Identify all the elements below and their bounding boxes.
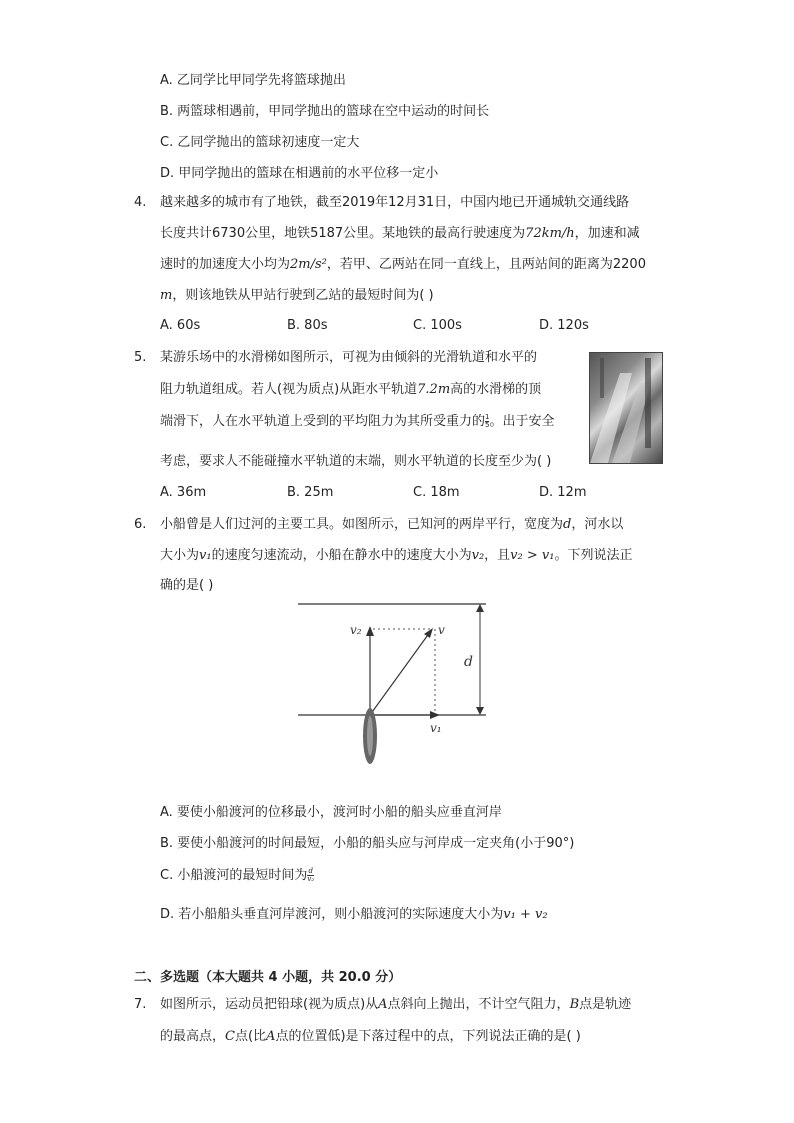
q6-line-3: 确的是( ) [160, 578, 214, 593]
q5-line-1: 某游乐场中的水滑梯如图所示，可视为由倾斜的光滑轨道和水平的 [160, 350, 538, 365]
q7-line-2: 的最高点，C点(比A点的位置低)是下落过程中的点，下列说法正确的是( ) [160, 1029, 581, 1044]
label-v: v [438, 623, 445, 637]
v2-arrowhead [366, 626, 374, 636]
fraction-one-fifth: $\frac{1}{5}$ [485, 413, 490, 429]
v1-arrowhead [430, 711, 440, 719]
q5-option-c: C. 18m [413, 485, 460, 500]
d-top-arrow [476, 604, 484, 612]
q5-option-a: A. 36m [160, 485, 207, 500]
q5-line-4: 考虑，要求人不能碰撞水平轨道的末端，则水平轨道的长度至少为( ) [160, 454, 552, 469]
q5-line-2: 阻力轨道组成。若人(视为质点)从距水平轨道7.2m高的水滑梯的顶 [160, 382, 542, 397]
q6-line-2: 大小为v₁的速度匀速流动，小船在静水中的速度大小为v₂，且v₂ > v₁。下列说法正 [160, 548, 633, 563]
fraction-d-over-v2: $\frac{d}{\text{v₂}}$ [307, 867, 315, 883]
q4-option-c: C. 100s [413, 318, 462, 333]
q6-option-a: A. 要使小船渡河的位移最小，渡河时小船的船头应垂直河岸 [160, 805, 502, 820]
q6-option-c: C. 小船渡河的最短时间为 $\frac{d}{\text{v₂}}$ [160, 867, 315, 883]
q5-option-b: B. 25m [287, 485, 334, 500]
q4-option-a: A. 60s [160, 318, 201, 333]
d-bottom-arrow [476, 707, 484, 715]
q5-number: 5. [134, 350, 147, 365]
section-multiple-choice-title: 二、多选题（本大题共 4 小题，共 20.0 分） [134, 970, 402, 985]
q5-option-d: D. 12m [539, 485, 587, 500]
q4-line-2: 长度共计6730公里，地铁5187公里。某地铁的最高行驶速度为72km/h，加速和减 [160, 226, 640, 241]
q3-option-c: C. 乙同学抛出的篮球初速度一定大 [160, 135, 360, 150]
q4-number: 4. [134, 195, 147, 210]
q3-option-a: A. 乙同学比甲同学先将篮球抛出 [160, 73, 346, 88]
water-slide-photo [589, 352, 663, 464]
q4-line-4: m，则该地铁从甲站行驶到乙站的最短时间为( ) [160, 288, 434, 303]
q5-line-3: 端滑下，人在水平轨道上受到的平均阻力为其所受重力的 $\frac{1}{5}$ 。出于安全 [160, 413, 555, 429]
label-v2: v₂ [350, 623, 362, 637]
q6-option-b: B. 要使小船渡河的时间最短，小船的船头应与河岸成一定夹角(小于90°) [160, 836, 575, 851]
v-vector [370, 632, 430, 715]
label-d: d [464, 654, 473, 670]
q3-option-b: B. 两篮球相遇前，甲同学抛出的篮球在空中运动的时间长 [160, 104, 490, 119]
label-v1: v₁ [430, 721, 442, 735]
q6-number: 6. [134, 517, 147, 532]
q4-option-d: D. 120s [539, 318, 589, 333]
q6-line-1: 小船曾是人们过河的主要工具。如图所示，已知河的两岸平行，宽度为d，河水以 [160, 517, 624, 532]
q7-line-1: 如图所示，运动员把铅球(视为质点)从A点斜向上抛出，不计空气阻力，B点是轨迹 [160, 997, 632, 1012]
q6-option-d: D. 若小船船头垂直河岸渡河，则小船渡河的实际速度大小为v₁ + v₂ [160, 907, 548, 922]
q3-option-d: D. 甲同学抛出的篮球在相遇前的水平位移一定小 [160, 166, 439, 181]
q4-line-1: 越来越多的城市有了地铁，截至2019年12月31日，中国内地已开通城轨交通线路 [160, 195, 630, 210]
boat-highlight [367, 716, 373, 756]
river-crossing-diagram [290, 596, 500, 772]
q4-line-3: 速时的加速度大小均为2m/s²，若甲、乙两站在同一直线上，且两站间的距离为2200 [160, 257, 646, 272]
q7-number: 7. [134, 997, 147, 1012]
q4-option-b: B. 80s [287, 318, 328, 333]
